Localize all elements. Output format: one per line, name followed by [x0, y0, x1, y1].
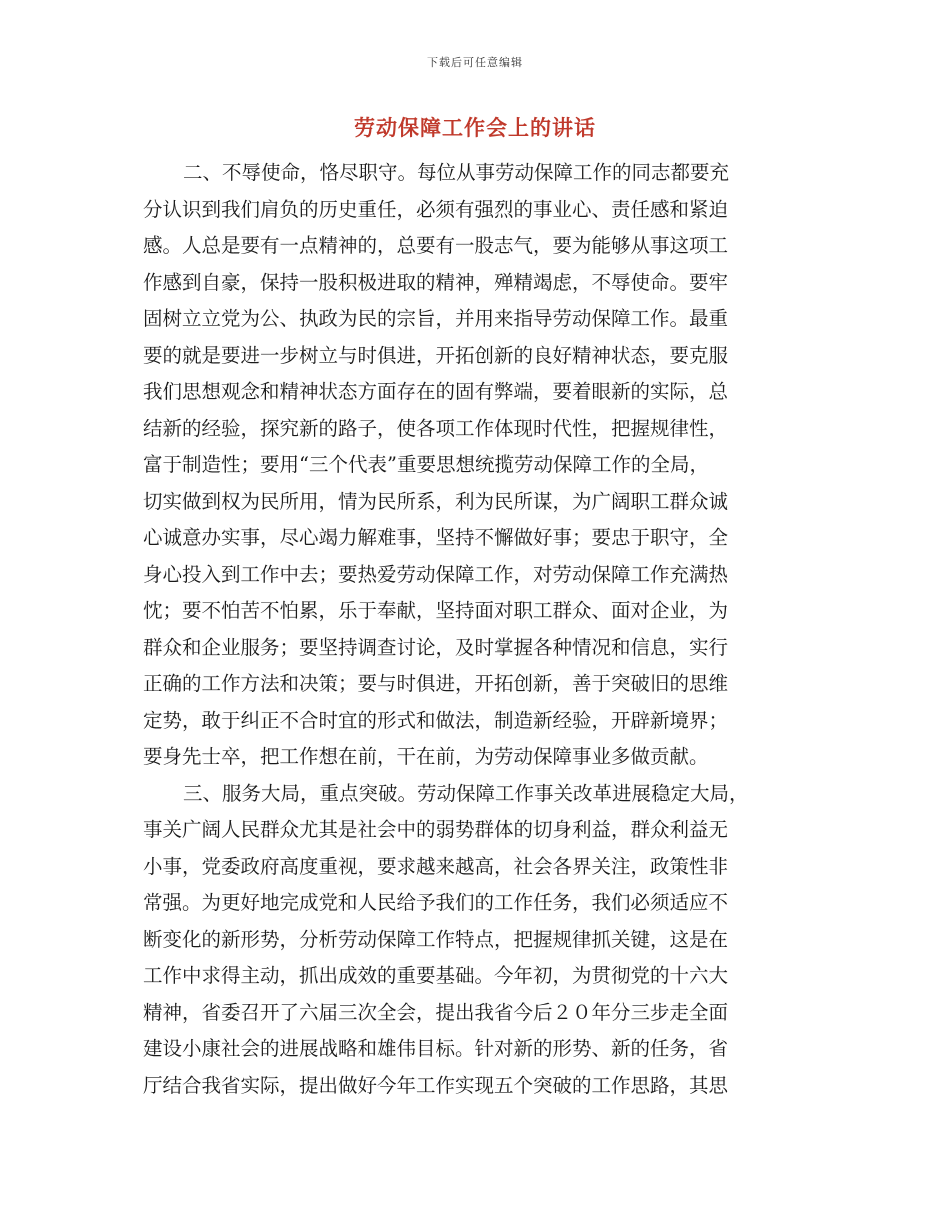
paragraph-line: 常强。为更好地完成党和人民给予我们的工作任务，我们必须适应不 [143, 891, 729, 914]
paragraph-line: 结新的经验，探究新的路子，使各项工作体现时代性，把握规律性， [143, 416, 729, 440]
paragraph-line: 精神，省委召开了六届三次全会，提出我省今后２０年分三步走全面 [143, 1000, 729, 1024]
paragraph-line: 三、服务大局，重点突破。劳动保障工作事关改革进展稳定大局， [183, 781, 749, 805]
paragraph-line: 我们思想观念和精神状态方面存在的固有弊端，要着眼新的实际，总 [143, 380, 729, 403]
paragraph-line: 正确的工作方法和决策；要与时俱进，开拓创新，善于突破旧的思维 [143, 672, 729, 695]
paragraph-line: 切实做到权为民所用，情为民所系，利为民所谋，为广阔职工群众诚 [143, 489, 729, 513]
paragraph-line: 身心投入到工作中去；要热爱劳动保障工作，对劳动保障工作充满热 [143, 562, 729, 586]
paragraph-line: 感。人总是要有一点精神的，总要有一股志气，要为能够从事这项工 [143, 234, 729, 257]
paragraph-line: 心诚意办实事，尽心竭力解难事，坚持不懈做好事；要忠于职守，全 [143, 526, 729, 549]
paragraph-line: 小事，党委政府高度重视，要求越来越高，社会各界关注，政策性非 [143, 854, 729, 878]
paragraph-line: 要的就是要进一步树立与时俱进，开拓创新的良好精神状态，要克服 [143, 343, 729, 367]
paragraph-line: 固树立立党为公、执政为民的宗旨，并用来指导劳动保障工作。最重 [143, 307, 729, 330]
paragraph-line: 富于制造性；要用“三个代表”重要思想统揽劳动保障工作的全局， [143, 453, 709, 476]
page-header-note: 下载后可任意编辑 [427, 56, 523, 69]
document-title: 劳动保障工作会上的讲话 [354, 115, 596, 140]
paragraph-line: 厅结合我省实际，提出做好今年工作实现五个突破的工作思路，其思 [143, 1073, 729, 1097]
paragraph-line: 群众和企业服务；要坚持调查讨论，及时掌握各种情况和信息，实行 [143, 635, 729, 659]
paragraph-line: 作感到自豪，保持一股积极进取的精神，殚精竭虑，不辱使命。要牢 [143, 270, 729, 294]
paragraph-line: 定势，敢于纠正不合时宜的形式和做法，制造新经验，开辟新境界； [143, 708, 729, 732]
paragraph-line: 工作中求得主动，抓出成效的重要基础。今年初，为贯彻党的十六大 [143, 964, 729, 987]
paragraph-line: 分认识到我们肩负的历史重任，必须有强烈的事业心、责任感和紧迫 [143, 197, 729, 221]
paragraph-line: 二、不辱使命，恪尽职守。每位从事劳动保障工作的同志都要充 [183, 161, 730, 184]
paragraph-line: 建设小康社会的进展战略和雄伟目标。针对新的形势、新的任务，省 [143, 1037, 729, 1060]
paragraph-line: 断变化的新形势，分析劳动保障工作特点，把握规律抓关键，这是在 [143, 927, 729, 951]
paragraph-line: 忱；要不怕苦不怕累，乐于奉献，坚持面对职工群众、面对企业，为 [143, 599, 729, 622]
paragraph-line: 事关广阔人民群众尤其是社会中的弱势群体的切身利益，群众利益无 [143, 818, 729, 841]
document-body [143, 155, 801, 1104]
paragraph-line: 要身先士卒，把工作想在前，干在前，为劳动保障事业多做贡献。 [143, 745, 709, 768]
